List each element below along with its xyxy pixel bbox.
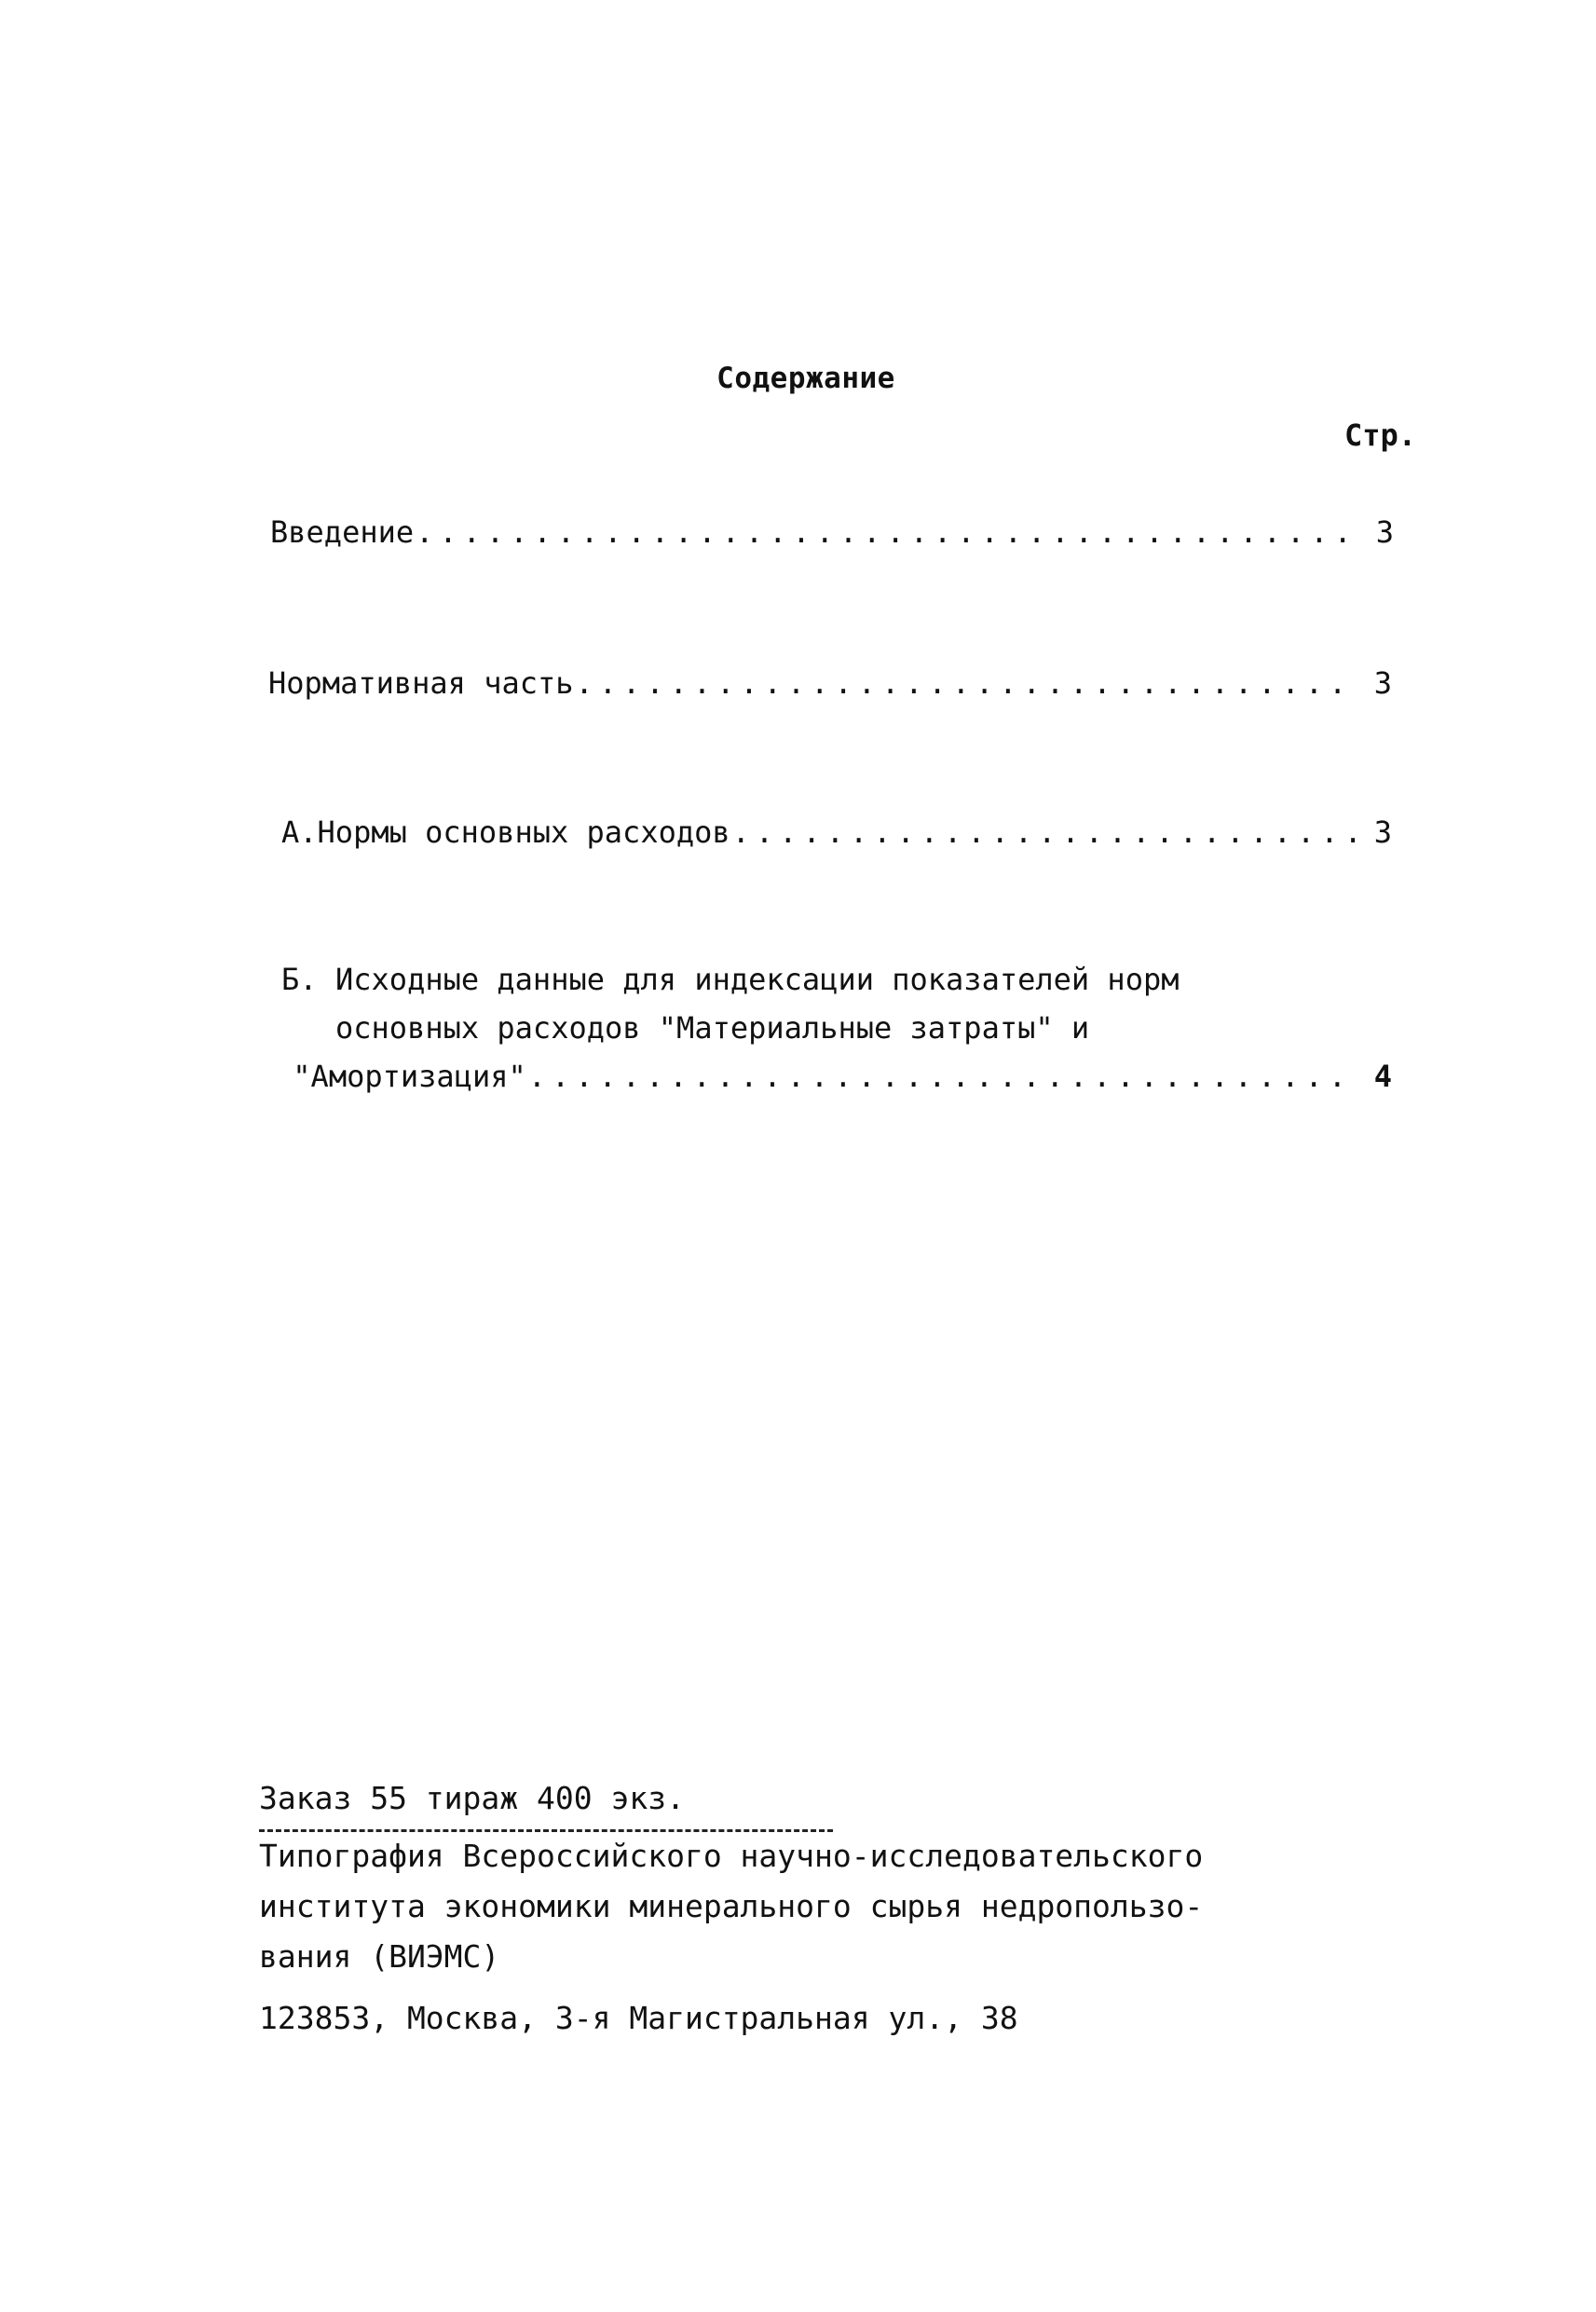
toc-page-number: 3 bbox=[1373, 814, 1392, 850]
printer-line: института экономики минерального сырья недропользо- bbox=[259, 1888, 1204, 1924]
page-title: Содержание bbox=[716, 362, 895, 395]
page-column-header: Стр. bbox=[1344, 417, 1416, 453]
toc-section-marker: Б. bbox=[281, 962, 318, 997]
toc-page-number: 3 bbox=[1375, 514, 1394, 550]
toc-entry-label: Нормы основных расходов bbox=[317, 814, 730, 850]
toc-entry-line: "Амортизация" bbox=[293, 1059, 526, 1094]
toc-entry-line: Исходные данные для индексации показателей норм bbox=[335, 962, 1180, 997]
toc-entry-line: основных расходов "Материальные затраты" и bbox=[335, 1010, 1090, 1046]
toc-entry-section-b bbox=[281, 956, 1392, 1100]
toc-entry-label: Введение bbox=[270, 514, 415, 550]
toc-entry-introduction bbox=[270, 509, 1394, 555]
toc-entry-section-a bbox=[281, 809, 1392, 855]
printer-line: вания (ВИЭМС) bbox=[259, 1938, 500, 1975]
printer-address: 123853, Москва, 3-я Магистральная ул., 38 bbox=[259, 2000, 1018, 2036]
separator-rule bbox=[259, 1829, 833, 1832]
dot-leader bbox=[416, 509, 1357, 555]
order-line: Заказ 55 тираж 400 экз. bbox=[259, 1780, 685, 1816]
dot-leader bbox=[528, 1053, 1356, 1100]
dot-leader bbox=[576, 660, 1356, 706]
toc-page-number: 4 bbox=[1373, 1059, 1392, 1094]
toc-entry-label: Нормативная часть bbox=[268, 665, 574, 701]
dot-leader bbox=[732, 809, 1356, 855]
printer-line: Типография Всероссийского научно-исследовательского bbox=[259, 1838, 1204, 1874]
toc-section-marker: А. bbox=[281, 814, 318, 850]
toc-page-number: 3 bbox=[1373, 665, 1392, 701]
toc-entry-normative-part bbox=[268, 660, 1392, 706]
